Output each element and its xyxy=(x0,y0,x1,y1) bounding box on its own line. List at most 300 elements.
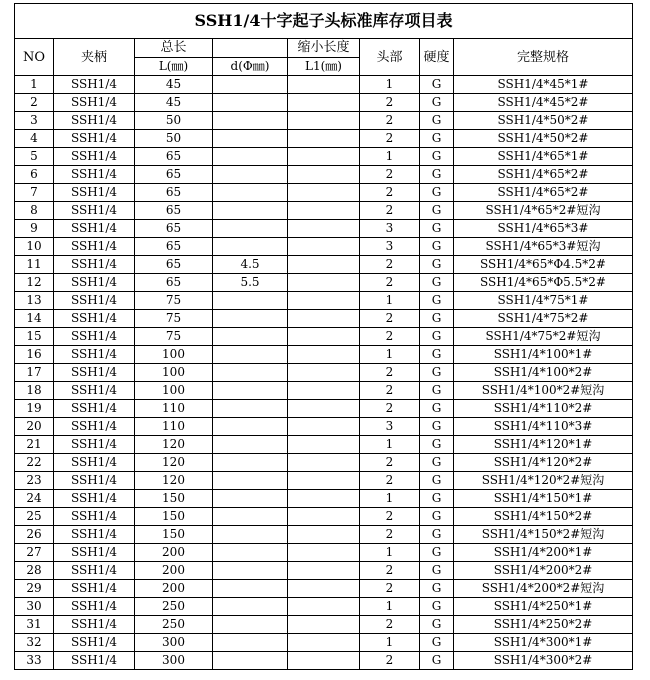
cell-spec: SSH1/4*75*2# xyxy=(454,310,633,328)
table-row xyxy=(15,580,633,598)
cell-diameter xyxy=(213,472,288,490)
cell-chuck: SSH1/4 xyxy=(54,508,135,526)
cell-diameter xyxy=(213,202,288,220)
header-diameter: d(Φ㎜) xyxy=(213,58,288,76)
cell-chuck: SSH1/4 xyxy=(54,436,135,454)
cell-total-length: 50 xyxy=(135,130,213,148)
cell-hardness: G xyxy=(420,310,454,328)
cell-head: 2 xyxy=(360,274,420,292)
cell-hardness: G xyxy=(420,328,454,346)
cell-no: 20 xyxy=(15,418,54,436)
cell-head: 3 xyxy=(360,238,420,256)
cell-hardness: G xyxy=(420,544,454,562)
cell-spec: SSH1/4*150*2# xyxy=(454,508,633,526)
cell-hardness: G xyxy=(420,202,454,220)
cell-chuck: SSH1/4 xyxy=(54,148,135,166)
cell-reduced-length xyxy=(288,328,360,346)
cell-total-length: 65 xyxy=(135,202,213,220)
cell-head: 2 xyxy=(360,166,420,184)
table-row xyxy=(15,544,633,562)
cell-total-length: 200 xyxy=(135,580,213,598)
cell-total-length: 65 xyxy=(135,274,213,292)
cell-chuck: SSH1/4 xyxy=(54,418,135,436)
cell-head: 2 xyxy=(360,400,420,418)
cell-total-length: 120 xyxy=(135,436,213,454)
cell-chuck: SSH1/4 xyxy=(54,472,135,490)
cell-spec: SSH1/4*200*2# xyxy=(454,562,633,580)
table-row xyxy=(15,238,633,256)
cell-head: 2 xyxy=(360,562,420,580)
cell-head: 3 xyxy=(360,220,420,238)
cell-no: 4 xyxy=(15,130,54,148)
cell-reduced-length xyxy=(288,544,360,562)
cell-no: 22 xyxy=(15,454,54,472)
cell-reduced-length xyxy=(288,166,360,184)
cell-reduced-length xyxy=(288,400,360,418)
cell-head: 1 xyxy=(360,598,420,616)
cell-head: 2 xyxy=(360,364,420,382)
header-row-top xyxy=(15,39,633,58)
cell-spec: SSH1/4*65*2# xyxy=(454,184,633,202)
cell-total-length: 65 xyxy=(135,184,213,202)
cell-spec: SSH1/4*50*2# xyxy=(454,130,633,148)
cell-no: 6 xyxy=(15,166,54,184)
cell-total-length: 150 xyxy=(135,508,213,526)
cell-head: 1 xyxy=(360,490,420,508)
cell-head: 3 xyxy=(360,418,420,436)
cell-spec: SSH1/4*45*2# xyxy=(454,94,633,112)
cell-chuck: SSH1/4 xyxy=(54,364,135,382)
cell-spec: SSH1/4*65*Φ4.5*2# xyxy=(454,256,633,274)
cell-diameter xyxy=(213,490,288,508)
cell-no: 2 xyxy=(15,94,54,112)
header-hardness: 硬度 xyxy=(420,39,454,76)
cell-diameter xyxy=(213,382,288,400)
cell-hardness: G xyxy=(420,112,454,130)
cell-head: 1 xyxy=(360,634,420,652)
cell-reduced-length xyxy=(288,562,360,580)
cell-head: 2 xyxy=(360,130,420,148)
cell-hardness: G xyxy=(420,364,454,382)
cell-hardness: G xyxy=(420,148,454,166)
cell-diameter xyxy=(213,94,288,112)
cell-diameter xyxy=(213,346,288,364)
cell-chuck: SSH1/4 xyxy=(54,598,135,616)
cell-diameter: 5.5 xyxy=(213,274,288,292)
table-row xyxy=(15,526,633,544)
header-spec: 完整规格 xyxy=(454,39,633,76)
cell-total-length: 300 xyxy=(135,652,213,670)
cell-total-length: 100 xyxy=(135,346,213,364)
cell-diameter xyxy=(213,112,288,130)
cell-total-length: 110 xyxy=(135,400,213,418)
cell-spec: SSH1/4*150*2#短沟 xyxy=(454,526,633,544)
cell-no: 12 xyxy=(15,274,54,292)
cell-total-length: 110 xyxy=(135,418,213,436)
table-row xyxy=(15,652,633,670)
cell-reduced-length xyxy=(288,364,360,382)
inventory-table xyxy=(14,3,633,670)
table-row xyxy=(15,94,633,112)
cell-hardness: G xyxy=(420,166,454,184)
cell-spec: SSH1/4*110*2# xyxy=(454,400,633,418)
cell-total-length: 200 xyxy=(135,544,213,562)
table-row xyxy=(15,400,633,418)
table-row xyxy=(15,616,633,634)
cell-hardness: G xyxy=(420,346,454,364)
cell-diameter xyxy=(213,634,288,652)
cell-diameter xyxy=(213,76,288,94)
cell-head: 2 xyxy=(360,382,420,400)
cell-diameter xyxy=(213,130,288,148)
cell-chuck: SSH1/4 xyxy=(54,490,135,508)
cell-head: 2 xyxy=(360,112,420,130)
cell-head: 1 xyxy=(360,346,420,364)
cell-diameter xyxy=(213,400,288,418)
cell-head: 1 xyxy=(360,76,420,94)
cell-no: 27 xyxy=(15,544,54,562)
cell-no: 33 xyxy=(15,652,54,670)
cell-hardness: G xyxy=(420,508,454,526)
cell-no: 14 xyxy=(15,310,54,328)
cell-reduced-length xyxy=(288,580,360,598)
table-row xyxy=(15,382,633,400)
header-no: NO xyxy=(15,39,54,76)
table-row xyxy=(15,202,633,220)
table-row xyxy=(15,418,633,436)
cell-diameter xyxy=(213,580,288,598)
cell-diameter xyxy=(213,436,288,454)
cell-hardness: G xyxy=(420,454,454,472)
table-row xyxy=(15,490,633,508)
header-chuck: 夹柄 xyxy=(54,39,135,76)
cell-total-length: 150 xyxy=(135,490,213,508)
cell-total-length: 250 xyxy=(135,598,213,616)
table-row xyxy=(15,130,633,148)
cell-head: 2 xyxy=(360,472,420,490)
table-row xyxy=(15,436,633,454)
cell-total-length: 65 xyxy=(135,238,213,256)
cell-hardness: G xyxy=(420,652,454,670)
cell-diameter xyxy=(213,616,288,634)
header-reduced-length: 缩小长度 xyxy=(288,39,360,58)
cell-hardness: G xyxy=(420,616,454,634)
cell-hardness: G xyxy=(420,436,454,454)
cell-chuck: SSH1/4 xyxy=(54,130,135,148)
cell-reduced-length xyxy=(288,220,360,238)
cell-no: 8 xyxy=(15,202,54,220)
cell-spec: SSH1/4*65*2# xyxy=(454,166,633,184)
cell-no: 3 xyxy=(15,112,54,130)
cell-hardness: G xyxy=(420,76,454,94)
cell-spec: SSH1/4*250*2# xyxy=(454,616,633,634)
cell-chuck: SSH1/4 xyxy=(54,328,135,346)
cell-head: 1 xyxy=(360,148,420,166)
cell-spec: SSH1/4*50*2# xyxy=(454,112,633,130)
table-row xyxy=(15,256,633,274)
cell-spec: SSH1/4*65*2#短沟 xyxy=(454,202,633,220)
cell-hardness: G xyxy=(420,634,454,652)
cell-chuck: SSH1/4 xyxy=(54,454,135,472)
cell-no: 5 xyxy=(15,148,54,166)
table-row xyxy=(15,634,633,652)
cell-spec: SSH1/4*75*1# xyxy=(454,292,633,310)
cell-no: 25 xyxy=(15,508,54,526)
cell-reduced-length xyxy=(288,148,360,166)
cell-spec: SSH1/4*45*1# xyxy=(454,76,633,94)
cell-no: 13 xyxy=(15,292,54,310)
cell-reduced-length xyxy=(288,274,360,292)
cell-no: 29 xyxy=(15,580,54,598)
cell-spec: SSH1/4*300*1# xyxy=(454,634,633,652)
cell-diameter xyxy=(213,310,288,328)
cell-hardness: G xyxy=(420,490,454,508)
cell-spec: SSH1/4*65*Φ5.5*2# xyxy=(454,274,633,292)
cell-total-length: 250 xyxy=(135,616,213,634)
cell-hardness: G xyxy=(420,130,454,148)
cell-hardness: G xyxy=(420,526,454,544)
table-row xyxy=(15,274,633,292)
cell-hardness: G xyxy=(420,292,454,310)
cell-total-length: 100 xyxy=(135,364,213,382)
table-row xyxy=(15,166,633,184)
cell-spec: SSH1/4*75*2#短沟 xyxy=(454,328,633,346)
cell-hardness: G xyxy=(420,256,454,274)
cell-spec: SSH1/4*120*2#短沟 xyxy=(454,472,633,490)
table-row xyxy=(15,220,633,238)
cell-reduced-length xyxy=(288,346,360,364)
cell-hardness: G xyxy=(420,418,454,436)
cell-hardness: G xyxy=(420,220,454,238)
table-row xyxy=(15,454,633,472)
cell-no: 11 xyxy=(15,256,54,274)
cell-head: 2 xyxy=(360,310,420,328)
cell-reduced-length xyxy=(288,454,360,472)
cell-chuck: SSH1/4 xyxy=(54,562,135,580)
cell-diameter xyxy=(213,508,288,526)
cell-hardness: G xyxy=(420,580,454,598)
cell-spec: SSH1/4*100*2# xyxy=(454,364,633,382)
cell-hardness: G xyxy=(420,94,454,112)
cell-reduced-length xyxy=(288,256,360,274)
cell-no: 17 xyxy=(15,364,54,382)
cell-diameter xyxy=(213,418,288,436)
cell-no: 7 xyxy=(15,184,54,202)
cell-chuck: SSH1/4 xyxy=(54,94,135,112)
table-row xyxy=(15,148,633,166)
cell-spec: SSH1/4*200*2#短沟 xyxy=(454,580,633,598)
cell-spec: SSH1/4*110*3# xyxy=(454,418,633,436)
cell-chuck: SSH1/4 xyxy=(54,184,135,202)
cell-head: 2 xyxy=(360,652,420,670)
cell-head: 2 xyxy=(360,454,420,472)
cell-diameter: 4.5 xyxy=(213,256,288,274)
cell-diameter xyxy=(213,652,288,670)
cell-hardness: G xyxy=(420,598,454,616)
cell-chuck: SSH1/4 xyxy=(54,310,135,328)
cell-hardness: G xyxy=(420,238,454,256)
cell-chuck: SSH1/4 xyxy=(54,292,135,310)
cell-reduced-length xyxy=(288,526,360,544)
cell-no: 28 xyxy=(15,562,54,580)
cell-reduced-length xyxy=(288,490,360,508)
cell-no: 21 xyxy=(15,436,54,454)
cell-reduced-length xyxy=(288,382,360,400)
cell-spec: SSH1/4*100*2#短沟 xyxy=(454,382,633,400)
cell-head: 2 xyxy=(360,616,420,634)
cell-hardness: G xyxy=(420,400,454,418)
cell-total-length: 45 xyxy=(135,94,213,112)
inventory-sheet xyxy=(14,3,632,670)
cell-no: 19 xyxy=(15,400,54,418)
cell-no: 31 xyxy=(15,616,54,634)
cell-total-length: 150 xyxy=(135,526,213,544)
cell-reduced-length xyxy=(288,202,360,220)
header-head: 头部 xyxy=(360,39,420,76)
cell-total-length: 45 xyxy=(135,76,213,94)
cell-total-length: 65 xyxy=(135,220,213,238)
cell-chuck: SSH1/4 xyxy=(54,526,135,544)
cell-diameter xyxy=(213,562,288,580)
cell-total-length: 75 xyxy=(135,328,213,346)
cell-reduced-length xyxy=(288,112,360,130)
cell-chuck: SSH1/4 xyxy=(54,382,135,400)
cell-diameter xyxy=(213,364,288,382)
cell-total-length: 50 xyxy=(135,112,213,130)
table-row xyxy=(15,562,633,580)
cell-chuck: SSH1/4 xyxy=(54,616,135,634)
header-diameter-blank xyxy=(213,39,288,58)
cell-hardness: G xyxy=(420,184,454,202)
cell-diameter xyxy=(213,544,288,562)
table-row xyxy=(15,184,633,202)
cell-chuck: SSH1/4 xyxy=(54,274,135,292)
header-reduced-length-unit: L1(㎜) xyxy=(288,58,360,76)
cell-reduced-length xyxy=(288,76,360,94)
cell-total-length: 200 xyxy=(135,562,213,580)
cell-no: 24 xyxy=(15,490,54,508)
sheet-title: SSH1/4十字起子头标准库存项目表 xyxy=(15,4,633,39)
cell-reduced-length xyxy=(288,652,360,670)
cell-chuck: SSH1/4 xyxy=(54,202,135,220)
cell-reduced-length xyxy=(288,94,360,112)
cell-head: 2 xyxy=(360,202,420,220)
table-row xyxy=(15,508,633,526)
table-row xyxy=(15,292,633,310)
cell-spec: SSH1/4*120*1# xyxy=(454,436,633,454)
cell-head: 2 xyxy=(360,94,420,112)
cell-head: 2 xyxy=(360,184,420,202)
cell-head: 2 xyxy=(360,580,420,598)
table-row xyxy=(15,310,633,328)
cell-no: 1 xyxy=(15,76,54,94)
cell-no: 32 xyxy=(15,634,54,652)
cell-chuck: SSH1/4 xyxy=(54,238,135,256)
cell-total-length: 100 xyxy=(135,382,213,400)
cell-hardness: G xyxy=(420,472,454,490)
cell-hardness: G xyxy=(420,274,454,292)
cell-total-length: 65 xyxy=(135,148,213,166)
cell-reduced-length xyxy=(288,634,360,652)
table-row xyxy=(15,112,633,130)
cell-spec: SSH1/4*120*2# xyxy=(454,454,633,472)
cell-total-length: 300 xyxy=(135,634,213,652)
cell-total-length: 120 xyxy=(135,472,213,490)
cell-total-length: 65 xyxy=(135,256,213,274)
cell-diameter xyxy=(213,598,288,616)
cell-no: 9 xyxy=(15,220,54,238)
cell-spec: SSH1/4*65*3# xyxy=(454,220,633,238)
cell-diameter xyxy=(213,148,288,166)
cell-diameter xyxy=(213,328,288,346)
title-row xyxy=(15,4,633,39)
cell-spec: SSH1/4*250*1# xyxy=(454,598,633,616)
cell-no: 30 xyxy=(15,598,54,616)
cell-reduced-length xyxy=(288,292,360,310)
cell-head: 1 xyxy=(360,544,420,562)
cell-reduced-length xyxy=(288,310,360,328)
cell-chuck: SSH1/4 xyxy=(54,400,135,418)
cell-reduced-length xyxy=(288,436,360,454)
cell-diameter xyxy=(213,292,288,310)
table-body xyxy=(15,76,633,670)
cell-reduced-length xyxy=(288,238,360,256)
header-total-length-unit: L(㎜) xyxy=(135,58,213,76)
cell-spec: SSH1/4*150*1# xyxy=(454,490,633,508)
cell-diameter xyxy=(213,454,288,472)
cell-spec: SSH1/4*100*1# xyxy=(454,346,633,364)
cell-reduced-length xyxy=(288,508,360,526)
cell-diameter xyxy=(213,526,288,544)
header-total-length: 总长 xyxy=(135,39,213,58)
cell-spec: SSH1/4*200*1# xyxy=(454,544,633,562)
table-row xyxy=(15,598,633,616)
cell-chuck: SSH1/4 xyxy=(54,112,135,130)
cell-chuck: SSH1/4 xyxy=(54,220,135,238)
cell-spec: SSH1/4*300*2# xyxy=(454,652,633,670)
cell-spec: SSH1/4*65*1# xyxy=(454,148,633,166)
cell-chuck: SSH1/4 xyxy=(54,544,135,562)
cell-reduced-length xyxy=(288,598,360,616)
cell-reduced-length xyxy=(288,184,360,202)
cell-hardness: G xyxy=(420,382,454,400)
cell-chuck: SSH1/4 xyxy=(54,256,135,274)
cell-head: 2 xyxy=(360,328,420,346)
cell-head: 1 xyxy=(360,292,420,310)
cell-head: 2 xyxy=(360,256,420,274)
table-row xyxy=(15,346,633,364)
cell-no: 10 xyxy=(15,238,54,256)
cell-no: 18 xyxy=(15,382,54,400)
table-row xyxy=(15,364,633,382)
cell-chuck: SSH1/4 xyxy=(54,652,135,670)
cell-head: 1 xyxy=(360,436,420,454)
cell-reduced-length xyxy=(288,418,360,436)
cell-diameter xyxy=(213,238,288,256)
cell-chuck: SSH1/4 xyxy=(54,634,135,652)
cell-total-length: 120 xyxy=(135,454,213,472)
cell-reduced-length xyxy=(288,472,360,490)
table-row xyxy=(15,472,633,490)
cell-chuck: SSH1/4 xyxy=(54,346,135,364)
table-row xyxy=(15,76,633,94)
cell-chuck: SSH1/4 xyxy=(54,76,135,94)
cell-total-length: 75 xyxy=(135,310,213,328)
cell-no: 16 xyxy=(15,346,54,364)
cell-spec: SSH1/4*65*3#短沟 xyxy=(454,238,633,256)
cell-no: 15 xyxy=(15,328,54,346)
cell-diameter xyxy=(213,184,288,202)
